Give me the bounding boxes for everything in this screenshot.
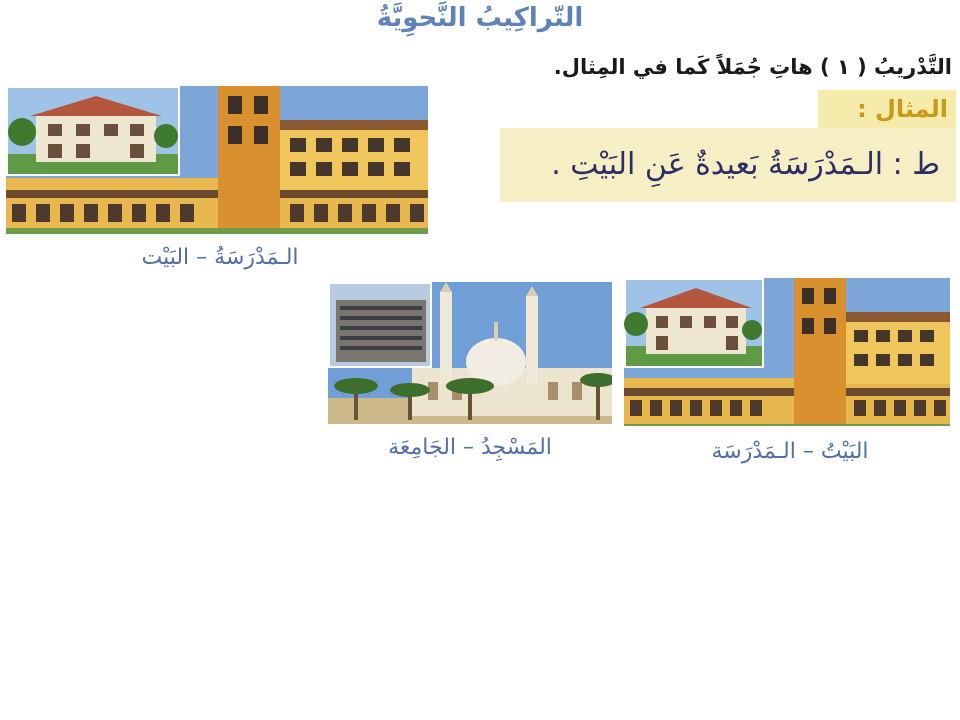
house-school-photo bbox=[624, 278, 950, 426]
mosque-university-photo bbox=[328, 282, 612, 424]
school-house-photo bbox=[6, 86, 428, 234]
example-sentence: ط : الـمَدْرَسَةُ بَعيدةٌ عَنِ البَيْتِ . bbox=[500, 128, 956, 202]
caption-house-school: البَيْتُ – الـمَدْرَسَة bbox=[711, 439, 869, 464]
caption-school-house: الـمَدْرَسَةُ – البَيْت bbox=[141, 245, 299, 270]
example-label: المثال : bbox=[818, 90, 956, 128]
caption-mosque-university: المَسْجِدُ – الجَامِعَة bbox=[388, 435, 552, 460]
page-title: التّراكِيبُ النَّحوِيَّةُ bbox=[376, 3, 584, 33]
exercise-instruction: التَّدْريبُ ( ١ ) هاتِ جُمَلاً كَما في المِثال. bbox=[553, 55, 952, 79]
